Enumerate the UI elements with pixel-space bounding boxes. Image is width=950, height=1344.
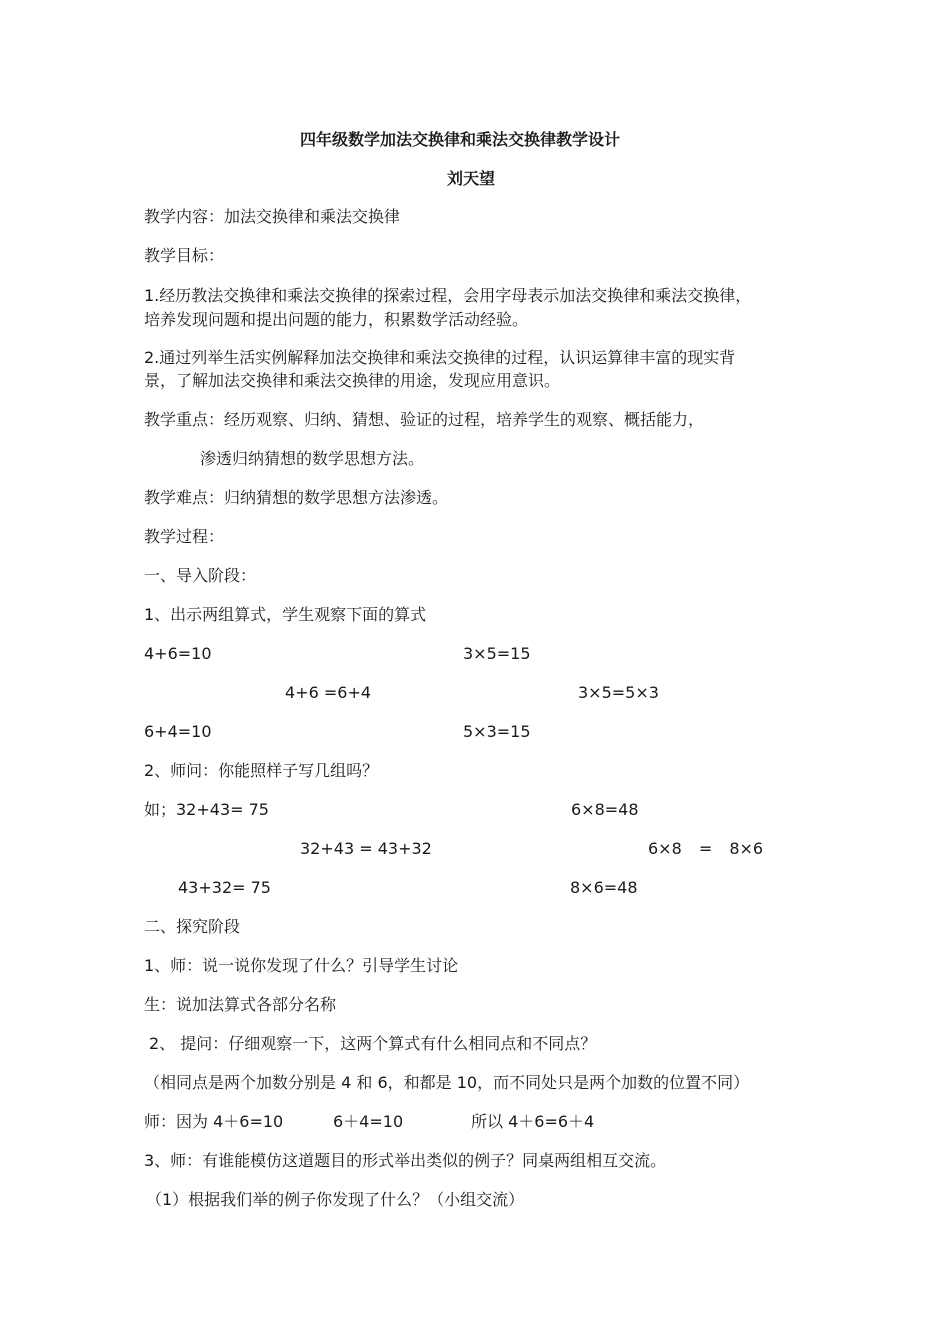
document-author: 刘天望 [447,169,496,188]
goal-2-line-1: 2.通过列举生活实例解释加法交换律和乘法交换律的过程，认识运算律丰富的现实背 [144,348,736,367]
key-points-line-2: 渗透归纳猜想的数学思想方法。 [200,449,425,468]
equation: 3×5=15 [463,644,531,663]
difficulty: 教学难点：归纳猜想的数学思想方法渗透。 [144,488,449,507]
stage-1-step-1: 1、出示两组算式，学生观察下面的算式 [144,605,427,624]
teacher-equation: 师：因为 4＋6=10 [144,1112,284,1131]
goal-1-line-1: 1.经历教法交换律和乘法交换律的探索过程，会用字母表示加法交换律和乘法交换律， [144,286,752,305]
stage-2-step-1: 1、师：说一说你发现了什么？引导学生讨论 [144,956,459,975]
goals-heading: 教学目标： [144,246,225,265]
example-equation: 6×8 = 8×6 [648,839,764,858]
stage-2-student: 生：说加法算式各部分名称 [144,995,337,1014]
stage-2-step-3: 3、师：有谁能模仿这道题目的形式举出类似的例子？同桌两组相互交流。 [144,1151,667,1170]
equation: 4+6=10 [144,644,212,663]
example-equation: 6×8=48 [571,800,639,819]
example-equation: 如；32+43= 75 [144,800,269,819]
stage-2-heading: 二、探究阶段 [144,917,241,936]
example-equation: 32+43 = 43+32 [300,839,432,858]
equation: 4+6 =6+4 [285,683,372,702]
stage-1-step-2: 2、师问：你能照样子写几组吗？ [144,761,379,780]
goal-1-line-2: 培养发现问题和提出问题的能力，积累数学活动经验。 [144,310,529,329]
goal-2-line-2: 景，了解加法交换律和乘法交换律的用途，发现应用意识。 [144,371,561,390]
document-title: 四年级数学加法交换律和乘法交换律教学设计 [300,130,621,149]
example-equation: 8×6=48 [570,878,638,897]
stage-2-step-2: 2、 提问：仔细观察一下，这两个算式有什么相同点和不同点？ [149,1034,597,1053]
equation: 6+4=10 [144,722,212,741]
teacher-equation: 6＋4=10 [333,1112,404,1131]
equation: 5×3=15 [463,722,531,741]
key-points-line-1: 教学重点：经历观察、归纳、猜想、验证的过程，培养学生的观察、概括能力， [144,410,705,429]
stage-2-answer: （相同点是两个加数分别是 4 和 6，和都是 10，而不同处只是两个加数的位置不同） [144,1073,750,1092]
stage-1-heading: 一、导入阶段： [144,566,257,585]
process-heading: 教学过程： [144,527,225,546]
teacher-equation: 所以 4＋6=6＋4 [471,1112,595,1131]
teaching-content: 教学内容：加法交换律和乘法交换律 [144,207,401,226]
stage-2-substep-1: （1）根据我们举的例子你发现了什么？（小组交流） [146,1190,525,1209]
equation: 3×5=5×3 [578,683,659,702]
example-equation: 43+32= 75 [178,878,271,897]
